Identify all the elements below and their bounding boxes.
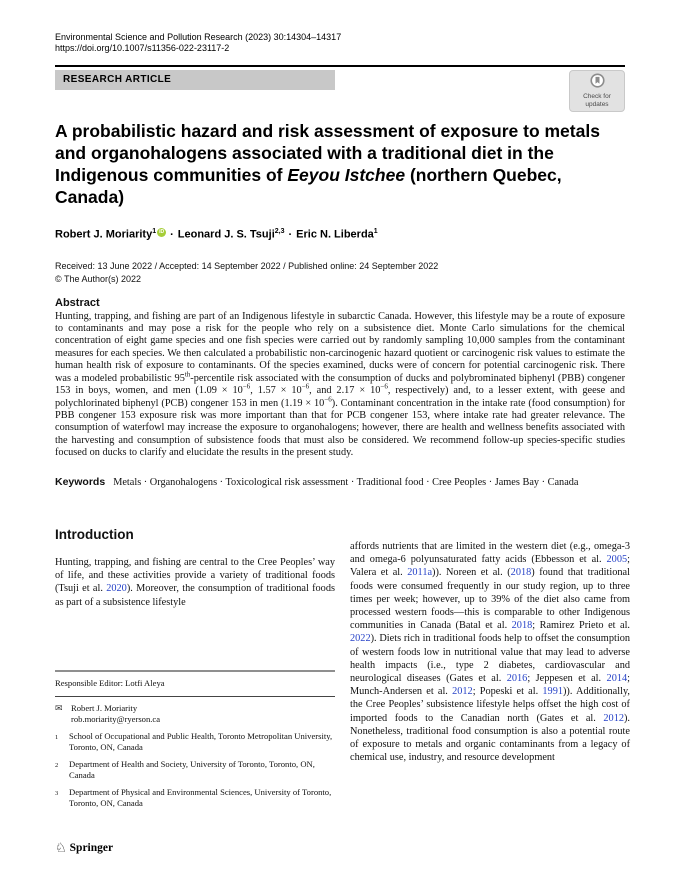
- journal-citation-line: Environmental Science and Pollution Research (2023) 30:14304–14317: [55, 32, 342, 42]
- body-text: )). Noreen et al. (: [432, 567, 511, 579]
- affiliation-1: [55, 731, 335, 753]
- author-1-name[interactable]: Robert J. Moriarity: [55, 228, 153, 241]
- left-column: [55, 527, 335, 809]
- introduction-paragraph-left: [55, 556, 335, 609]
- affiliation-1-text: School of Occupational and Public Health, Toronto Metropolitan University, Toronto, ON, Canada: [69, 731, 333, 753]
- citation-link[interactable]: 2018: [511, 620, 533, 632]
- envelope-icon: ✉: [55, 703, 63, 714]
- correspondence-details: [71, 703, 160, 725]
- body-text: Hunting, trapping, and fishing are part of an Indigenous lifestyle in subarctic Canada. However, this lifestyle may be a route of exposure to contaminants and may pose a risk for the people who rely on a subsistence diet. Monte Carlo simulations for the chemical concentration of eight game species and one fish species were carried out by randomly sampling 10,000 samples from the contaminant measures for each species. We then calculated a probabilistic non-carcinogenic hazard quotient or carcinogenic risk values to estimate the human health risk of exposure to contaminants. Of the species examined, ducks were of concern for potential carcinogenic risk. There was a modeled probabilistic 95: [55, 310, 625, 384]
- check-updates-label-line1: Check for: [583, 93, 611, 100]
- copyright-line: © The Author(s) 2022: [55, 273, 142, 284]
- citation-link[interactable]: 1991: [542, 686, 563, 698]
- footnote-thin-rule: [55, 696, 335, 697]
- publisher-name: Springer: [69, 842, 114, 854]
- citation-link[interactable]: 2016: [506, 673, 528, 685]
- affiliation-3-number: 3: [55, 790, 59, 798]
- article-title: [55, 120, 633, 208]
- citation-link[interactable]: 2011a: [407, 567, 433, 579]
- citation-link[interactable]: 2014: [606, 673, 628, 685]
- right-column: [350, 527, 630, 809]
- author-1-affiliation-sup: 1: [152, 228, 157, 235]
- author-3-name[interactable]: Eric N. Liberda: [296, 228, 374, 241]
- author-2-affiliation-sup: 2,3: [274, 228, 285, 235]
- check-updates-label-line2: updates: [585, 100, 609, 108]
- affiliation-2-text: Department of Health and Society, University of Toronto, Toronto, ON, Canada: [69, 759, 315, 781]
- footnote-separator-rule: [55, 670, 335, 672]
- correspondence-email[interactable]: rob.moriarity@ryerson.ca: [71, 714, 161, 725]
- abstract-text: [55, 311, 625, 460]
- affiliation-3-text: Department of Physical and Environmental Sciences, University of Toronto, Toronto, ON, Canada: [69, 787, 332, 809]
- title-text-pre: A probabilistic hazard and risk assessment of exposure to metals and organohalogens associated with a traditional diet in the Indigenous communities of: [55, 121, 600, 185]
- author-list: [55, 228, 625, 241]
- citation-link[interactable]: 2020: [106, 583, 127, 595]
- body-text: ) found that traditional foods were consumed frequently in our study region, up to three times per week; however, up to 39% of the diet also came from processed western foods—this is comparable to other Indigenous communities in Canada (Batal et al.: [350, 567, 630, 632]
- author-separator: ·: [288, 228, 293, 241]
- body-text: affords nutrients that are limited in the western diet (e.g., omega-3 and omega-6 polyunsaturated fatty acids (Ebbesson et al.: [350, 541, 630, 566]
- doi-link[interactable]: https://doi.org/10.1007/s11356-022-23117-2: [55, 43, 230, 53]
- citation-link[interactable]: 2012: [452, 686, 473, 698]
- body-text: Hunting, trapping, and fishing are central to the Cree Peoples’ way of life, and these activities provide a variety of traditional foods (Tsuji et al.: [55, 557, 335, 595]
- author-3-affiliation-sup: 1: [373, 228, 378, 235]
- citation-link[interactable]: 2005: [606, 554, 628, 566]
- body-text: ; Popeski et al.: [472, 686, 543, 698]
- author-2-name[interactable]: Leonard J. S. Tsuji: [177, 228, 275, 241]
- bookmark-icon: [590, 75, 605, 92]
- body-text: ; Ramirez Prieto et al.: [532, 620, 630, 632]
- keywords-text: Metals · Organohalogens · Toxicological risk assessment · Traditional food · Cree Peoples · James Bay · Canada: [113, 476, 579, 488]
- correspondence-name: Robert J. Moriarity: [71, 703, 138, 714]
- correspondence-block: [55, 703, 335, 725]
- affiliation-1-number: 1: [55, 734, 59, 742]
- superscript-text: −6: [242, 382, 251, 391]
- responsible-editor-note: Responsible Editor: Lotfi Aleya: [55, 678, 165, 689]
- springer-logo-icon: ♘: [55, 840, 67, 855]
- affiliation-2: [55, 759, 335, 781]
- body-text: ). Nonetheless, traditional food consumption is also a potential route of exposure to metals and organic contaminants from a legacy of chemical use, industry, and resource development: [350, 712, 630, 764]
- body-text: )). Additionally, the Cree Peoples’ subsistence lifestyle helps offset the high cost of imported foods to the Canadian north (Gates et al.: [350, 686, 631, 724]
- superscript-text: th: [184, 370, 191, 379]
- body-text: , respectively) and, to a lesser extent, with geese and polychlorinated biphenyl (PCB) congener 153 in men (1.19 × 10: [55, 385, 626, 409]
- publisher-footer: [55, 840, 113, 856]
- abstract-heading: Abstract: [55, 296, 100, 309]
- header-rule: [55, 65, 625, 67]
- body-text: , and 2.17 × 10: [309, 385, 381, 397]
- body-text: ). Diets rich in traditional foods help to offset the consumption of western foods low in nutritional value that may lead to adverse health impacts (i.e., type 2 diabetes, cardiovascular and neurological diseases (Gates et al.: [350, 633, 630, 685]
- check-for-updates-badge[interactable]: [569, 70, 625, 112]
- first-page-footnotes: [55, 670, 335, 809]
- citation-link[interactable]: 2018: [510, 567, 532, 579]
- body-text: ; Munch-Andersen et al.: [350, 673, 631, 698]
- body-text: ; Valera et al.: [350, 554, 630, 579]
- superscript-text: −6: [301, 382, 310, 391]
- introduction-paragraph-right: [350, 540, 630, 764]
- title-text-post: (northern Quebec, Canada): [55, 165, 562, 207]
- title-text-italic: Eeyou Istchee: [287, 165, 406, 185]
- orcid-icon[interactable]: iD: [159, 229, 165, 235]
- superscript-text: −6: [324, 395, 332, 404]
- affiliation-3: [55, 787, 335, 809]
- banner-row: [55, 70, 625, 112]
- author-separator: ·: [170, 228, 174, 241]
- keywords-line: [55, 476, 625, 490]
- article-type-banner: RESEARCH ARTICLE: [55, 70, 335, 90]
- affiliation-2-number: 2: [55, 762, 59, 770]
- article-dates-line: Received: 13 June 2022 / Accepted: 14 September 2022 / Published online: 24 September 2022: [55, 260, 439, 271]
- two-column-body: [55, 527, 631, 809]
- body-text: ; Jeppesen et al.: [527, 673, 607, 685]
- citation-link[interactable]: 2012: [603, 712, 624, 724]
- body-text: ). Moreover, the consumption of traditional foods as part of a subsistence lifestyle: [55, 583, 335, 608]
- body-text: , 1.57 × 10: [250, 385, 302, 397]
- citation-link[interactable]: 2022: [350, 633, 371, 645]
- superscript-text: −6: [380, 382, 388, 391]
- introduction-heading: Introduction: [55, 527, 134, 543]
- keywords-label: Keywords: [55, 475, 106, 488]
- body-text: ). Contaminant concentration in the intake rate (food consumption) for PBB congener 153 exposure risk was more important than that for PCB congener 153, where intake rate had greater relevance. The consumption of waterfowl may increase the exposure to organohalogens; however, there are health and wellness benefits associated with the harvesting and consumption of subsistence foods that must also be considered. We recommend follow-up species-specific studies focused on ducks to clarify and elucidate the results in the present study.: [55, 397, 625, 459]
- body-text: -percentile risk associated with the consumption of ducks and polybrominated biphenyl (PBB) congener 153 in boys, women, and men (1.09 × 10: [55, 372, 625, 397]
